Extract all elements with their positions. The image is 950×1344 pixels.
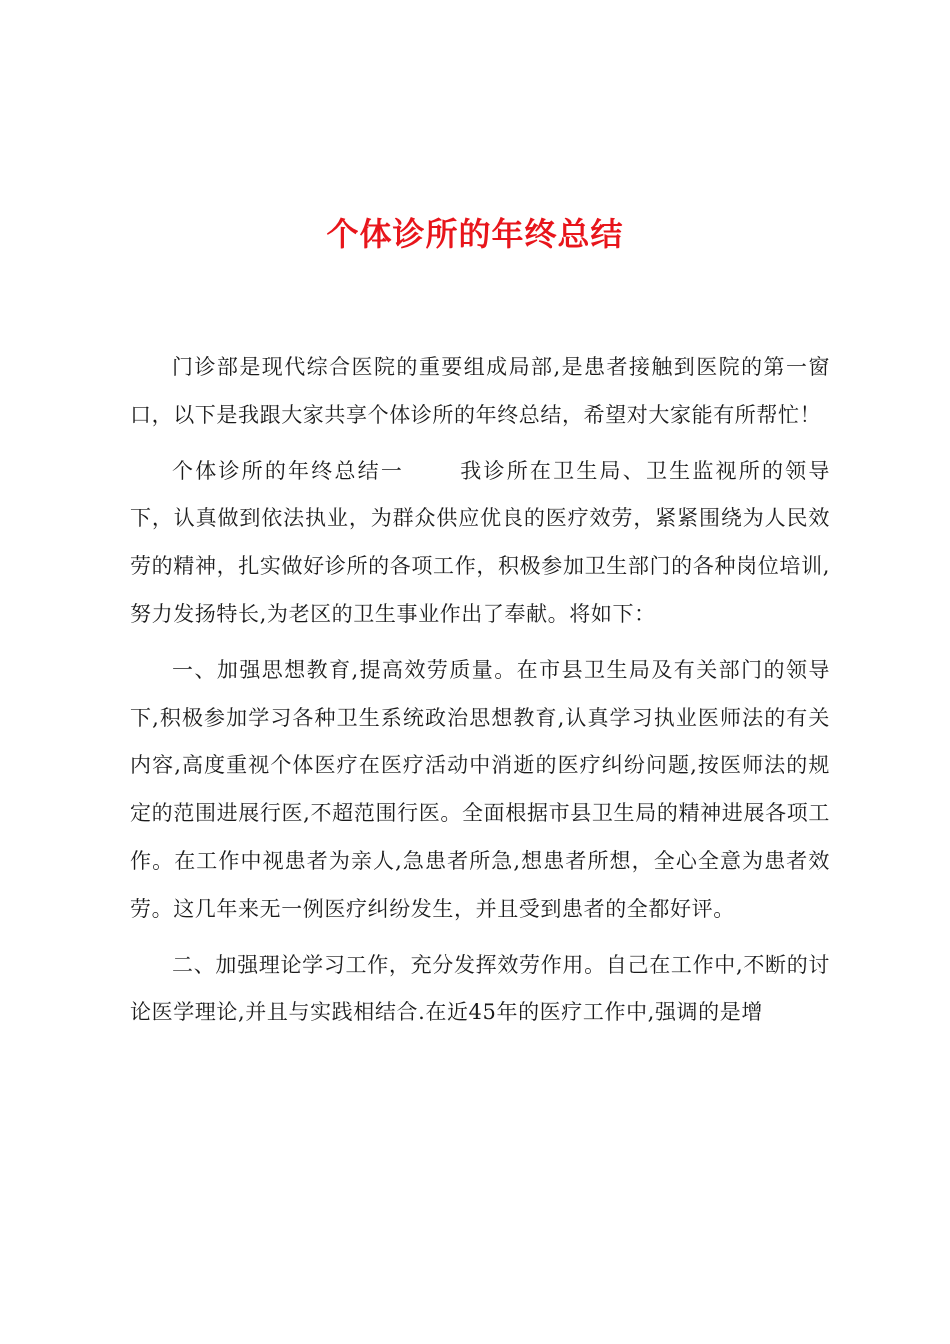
point2-paragraph: 二、加强理论学习工作，充分发挥效劳作用。自己在工作中,不断的讨论医学理论,并且与实践相结合.在近45年的医疗工作中,强调的是增: [130, 952, 830, 1025]
section1-paragraph: [130, 448, 830, 639]
intro-paragraph: 门诊部是现代综合医院的重要组成局部,是患者接触到医院的第一窗口，以下是我跟大家共享个体诊所的年终总结，希望对大家能有所帮忙！: [130, 355, 830, 427]
section1-heading: 个体诊所的年终总结一: [172, 458, 405, 483]
point1-paragraph: 一、加强思想教育,提高效劳质量。在市县卫生局及有关部门的领导下,积极参加学习各种卫生系统政治思想教育,认真学习执业医师法的有关内容,高度重视个体医疗在医疗活动中消逝的医疗纠纷问题,按医师法的规定的范围进展行医,不超范围行医。全面根据市县卫生局的精神进展各项工作。在工作中视患者为亲人,急患者所急,想患者所想，全心全意为患者效劳。这几年来无一例医疗纠纷发生，并且受到患者的全都好评。: [130, 657, 830, 921]
document-title: 个体诊所的年终总结: [326, 215, 624, 253]
section1-body: 我诊所在卫生局、卫生监视所的领导下，认真做到依法执业，为群众供应优良的医疗效劳，紧紧围绕为人民效劳的精神，扎实做好诊所的各项工作，积极参加卫生部门的各种岗位培训,努力发扬特长,为老区的卫生事业作出了奉献。将如下：: [130, 458, 830, 626]
document-body: [130, 344, 830, 1045]
